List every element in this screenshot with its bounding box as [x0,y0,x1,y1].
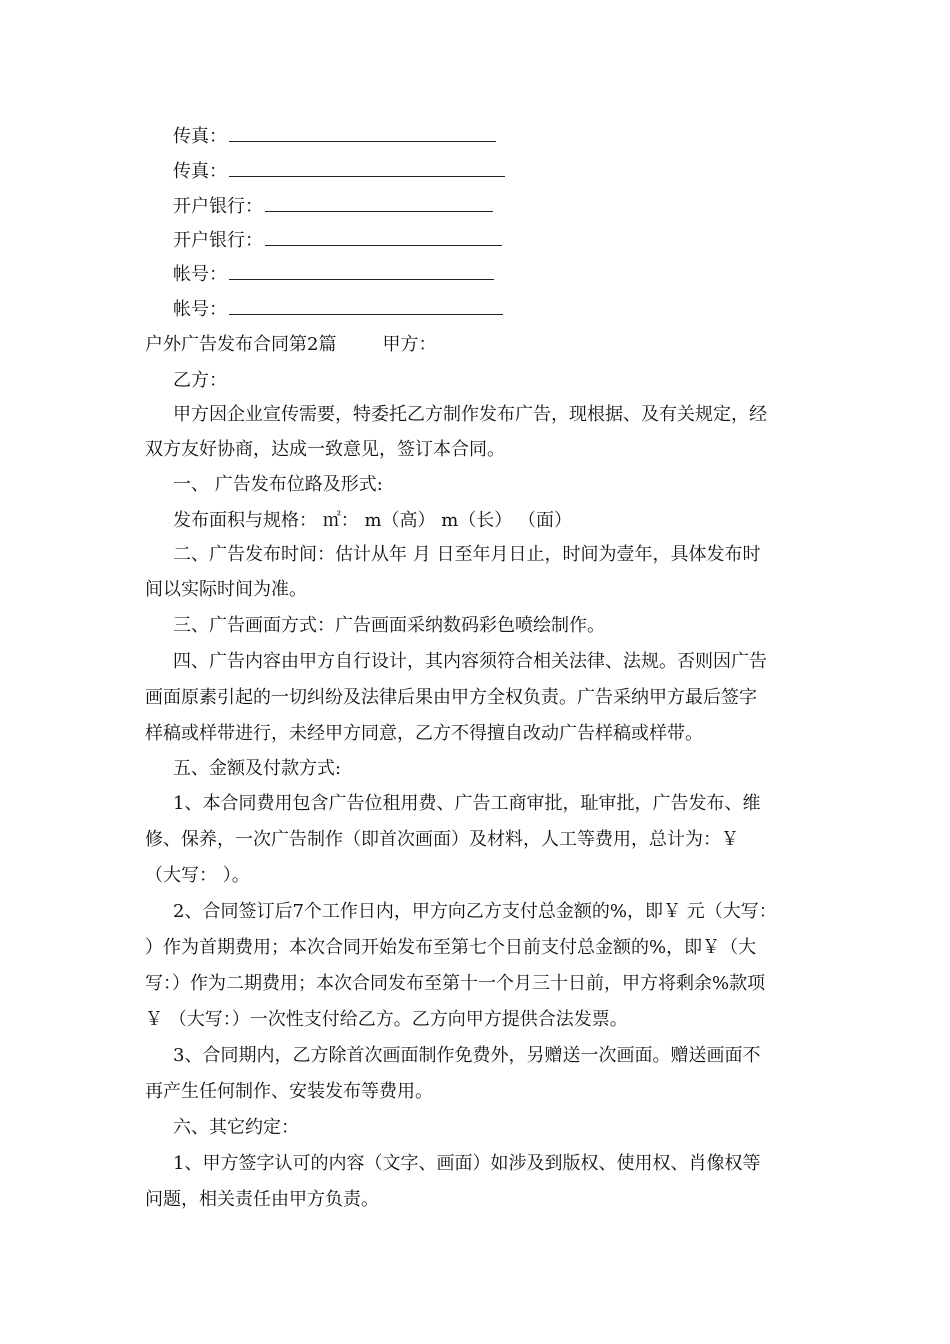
fax-blank [229,125,496,142]
fax-label: 传真： [173,161,227,182]
section-heading: 六、其它约定： [173,1117,299,1138]
body-line: 双方友好协商，达成一致意见，签订本合同。 [145,439,505,460]
account-blank [229,263,494,280]
body-line: 三、广告画面方式：广告画面采纳数码彩色喷绘制作。 [173,615,605,636]
body-line: 1、甲方签字认可的内容（文字、画面）如涉及到版权、使用权、肖像权等 [173,1153,761,1174]
account-label: 帐号： [173,264,227,285]
body-line: 发布面积与规格： ㎡： m（高） m（长） （面） [173,510,573,531]
body-line: 再产生任何制作、安装发布等费用。 [145,1081,433,1102]
bank-label: 开户银行： [173,230,263,251]
fax-field-2 [173,160,505,184]
bank-field-1 [173,195,493,219]
body-line: 1、本合同费用包含广告位租用费、广告工商审批，耻审批，广告发布、维 [173,793,761,814]
body-line: 写：）作为二期费用；本次合同发布至第十一个月三十日前，甲方将剩余%款项 [145,973,766,994]
section-heading: 五、金额及付款方式: [173,758,342,779]
account-blank [229,298,503,315]
body-line: ）作为首期费用；本次合同开始发布至第七个日前支付总金额的%，即￥（大 [145,937,757,958]
body-line: 四、广告内容由甲方自行设计，其内容须符合相关法律、法规。否则因广告 [173,651,767,672]
body-line: ￥ （大写：）一次性支付给乙方。乙方向甲方提供合法发票。 [145,1009,628,1030]
body-line: 3、合同期内，乙方除首次画面制作免费外，另赠送一次画面。赠送画面不 [173,1045,761,1066]
contract-heading [145,333,436,357]
party-b-label: 乙方： [173,370,227,391]
body-line: 问题，相关责任由甲方负责。 [145,1189,379,1210]
body-line: （大写： ）。 [145,865,250,886]
body-line: 甲方因企业宣传需要，特委托乙方制作发布广告，现根据、及有关规定，经 [173,404,767,425]
party-a-label: 甲方： [382,334,437,355]
section-heading: 一、 广告发布位路及形式: [173,474,383,495]
account-field-1 [173,263,494,287]
bank-field-2 [173,229,502,253]
account-label: 帐号： [173,299,227,320]
bank-label: 开户银行： [173,196,263,217]
contract-title: 户外广告发布合同第2篇 [145,334,337,355]
body-line: 间以实际时间为准。 [145,579,307,600]
bank-blank [265,229,502,246]
fax-field-1 [173,125,496,149]
body-line: 二、广告发布时间：估计从年 月 日至年月日止，时间为壹年，具体发布时 [173,544,761,565]
body-line: 2、合同签订后7个工作日内，甲方向乙方支付总金额的%，即￥ 元（大写： [173,901,777,922]
bank-blank [265,195,493,212]
body-line: 修、保养，一次广告制作（即首次画面）及材料，人工等费用，总计为：￥ [145,829,739,850]
fax-label: 传真： [173,126,227,147]
fax-blank [229,160,505,177]
body-line: 画面原素引起的一切纠纷及法律后果由甲方全权负责。广告采纳甲方最后签字 [145,687,757,708]
body-line: 样稿或样带进行，未经甲方同意，乙方不得擅自改动广告样稿或样带。 [145,723,703,744]
account-field-2 [173,298,503,322]
